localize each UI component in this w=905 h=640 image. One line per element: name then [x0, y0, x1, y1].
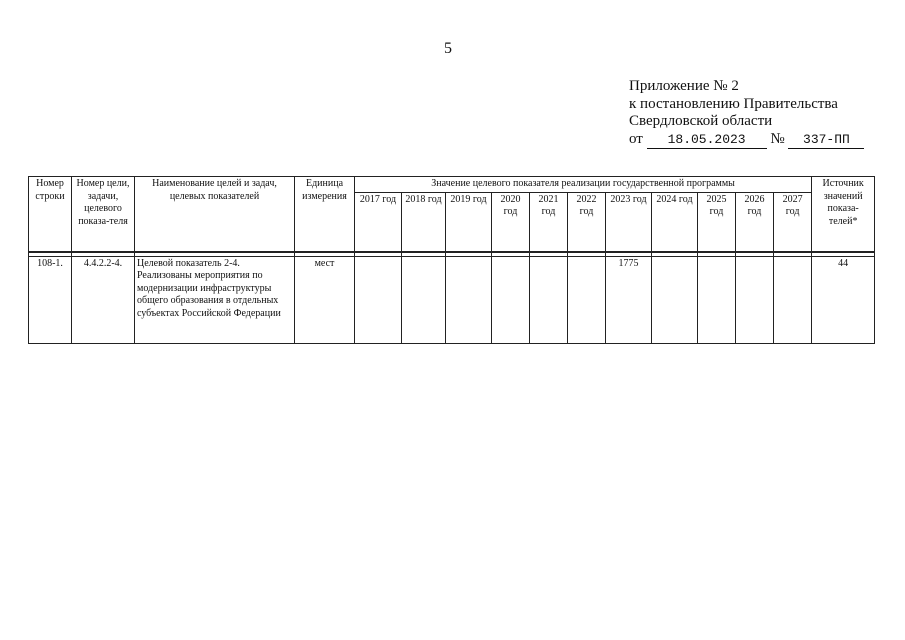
header-name: Наименование целей и задач, целевых показателей [135, 177, 295, 252]
cell-value-2021 [530, 256, 568, 343]
header-year-2019: 2019 год [446, 192, 492, 252]
header-year-2025: 2025 год [698, 192, 736, 252]
appendix-block [629, 78, 864, 149]
cell-value-2018 [402, 256, 446, 343]
header-year-2024: 2024 год [652, 192, 698, 252]
header-year-2026: 2026 год [736, 192, 774, 252]
cell-value-2017 [355, 256, 402, 343]
cell-value-2026 [736, 256, 774, 343]
header-row-number: Номер строки [29, 177, 72, 252]
cell-value-2023: 1775 [606, 256, 652, 343]
cell-unit: мест [295, 256, 355, 343]
cell-row-number: 108-1. [29, 256, 72, 343]
cell-name: Целевой показатель 2-4. Реализованы мероприятия по модернизации инфраструктуры общего образования в отдельных субъектах Российской Федерации [135, 256, 295, 343]
appendix-title: Приложение № 2 [629, 78, 739, 94]
header-year-2018: 2018 год [402, 192, 446, 252]
decree-number: 337-ПП [788, 131, 864, 150]
header-year-2021: 2021 год [530, 192, 568, 252]
cell-value-2024 [652, 256, 698, 343]
decree-date: 18.05.2023 [647, 131, 767, 150]
header-year-2023: 2023 год [606, 192, 652, 252]
table-row [29, 256, 875, 343]
appendix-line-3: Свердловской области [629, 113, 773, 129]
number-label: № [770, 130, 785, 147]
cell-value-2025 [698, 256, 736, 343]
page-number: 5 [444, 40, 452, 57]
indicators-table [28, 176, 875, 344]
header-goal-number: Номер цели, задачи, целевого показа-теля [72, 177, 135, 252]
header-source: Источник значений показа-телей* [812, 177, 875, 252]
cell-value-2022 [568, 256, 606, 343]
header-values-group: Значение целевого показателя реализации государственной программы [355, 177, 812, 193]
header-year-2017: 2017 год [355, 192, 402, 252]
header-year-2022: 2022 год [568, 192, 606, 252]
from-label: от [629, 130, 643, 147]
header-year-2020: 2020 год [492, 192, 530, 252]
cell-value-2019 [446, 256, 492, 343]
cell-value-2027 [774, 256, 812, 343]
header-unit: Единица измерения [295, 177, 355, 252]
appendix-date-line [629, 131, 864, 150]
appendix-line-2: к постановлению Правительства [629, 95, 838, 112]
cell-source: 44 [812, 256, 875, 343]
header-year-2027: 2027 год [774, 192, 812, 252]
cell-goal-number: 4.4.2.2-4. [72, 256, 135, 343]
cell-value-2020 [492, 256, 530, 343]
